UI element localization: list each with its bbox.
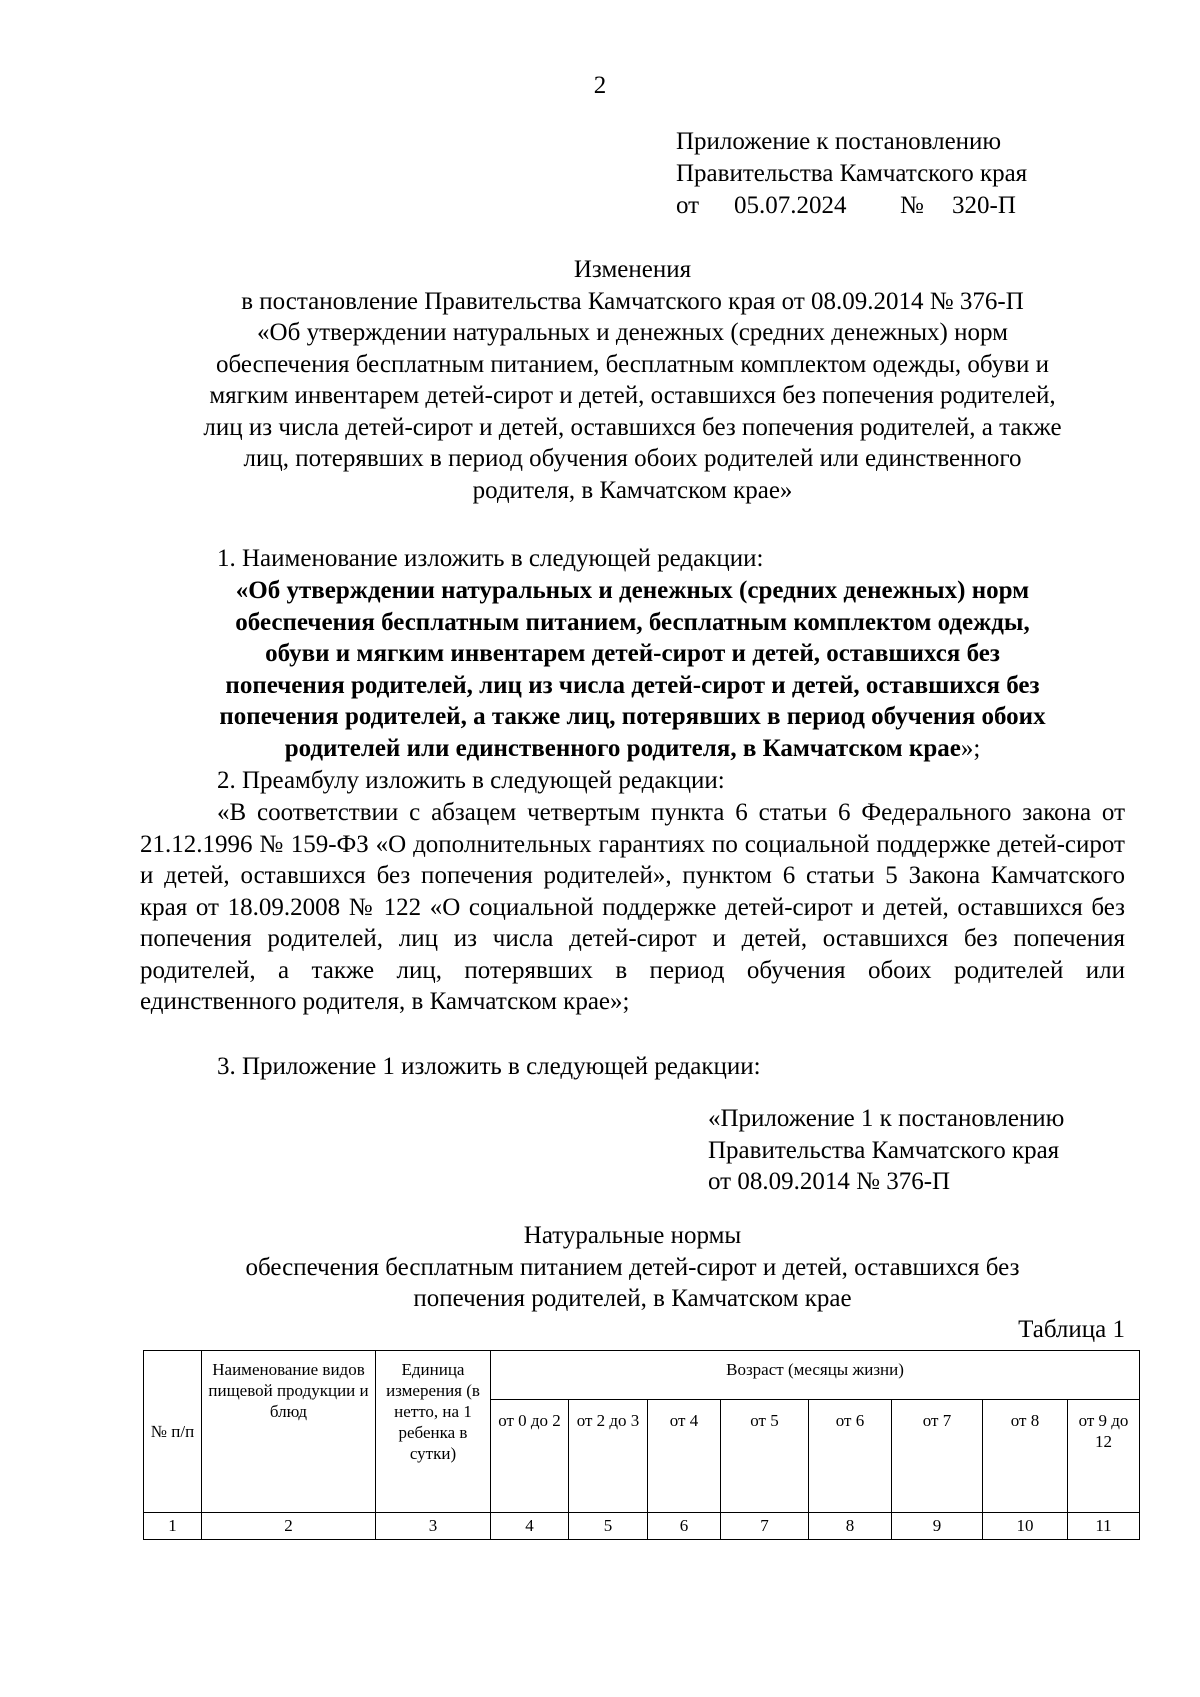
column-number-cell: 5 <box>569 1513 648 1540</box>
new-title-line: попечения родителей, а также лиц, потерявших в период обучения обоих <box>219 703 1046 730</box>
quote-close: »; <box>960 734 981 762</box>
stamp-number-label: № <box>900 192 924 219</box>
new-title-line: «Об утверждении натуральных и денежных (средних денежных) норм <box>235 577 1030 604</box>
appendix-stamp <box>708 1103 1064 1198</box>
age-cell: от 4 <box>648 1400 721 1513</box>
item-3-text: 3. Приложение 1 изложить в следующей редакции: <box>217 1053 761 1080</box>
column-number-cell: 2 <box>202 1513 376 1540</box>
item-1-new-title <box>140 575 1125 764</box>
column-number-cell: 3 <box>376 1513 491 1540</box>
age-cell: от 6 <box>809 1400 892 1513</box>
age-cell: от 0 до 2 <box>491 1400 569 1513</box>
column-number-cell: 8 <box>809 1513 892 1540</box>
appendix-line: «Приложение 1 к постановлению <box>708 1105 1065 1132</box>
appendix-line: Правительства Камчатского края <box>708 1136 1060 1164</box>
new-title-line: попечения родителей, лиц из числа детей-сирот и детей, оставшихся без <box>225 671 1040 699</box>
changes-title-line: родителя, в Камчатском крае» <box>472 476 793 504</box>
header-cell-age-group: Возраст (месяцы жизни) <box>491 1351 1140 1400</box>
item-2-text: 2. Преамбулу изложить в следующей редакции: <box>217 767 725 794</box>
changes-title-line: обеспечения бесплатным питанием, бесплатным комплектом одежды, обуви и <box>216 350 1049 378</box>
item-2-preamble: «В соответствии с абзацем четвертым пункта 6 статьи 6 Федерального закона от 21.12.1996 № 159-ФЗ «О дополнительных гарантиях по социальной поддержке детей-сирот и детей, оставшихся без попечения родителей», пунктом 6 статьи 5 Закона Камчатского края от 18.09.2008 № 122 «О социальной поддержке детей-сирот и детей, оставшихся без попечения родителей, лиц из числа детей-сирот и детей, оставшихся без попечения родителей, а также лиц, потерявших в период обучения обоих родителей или единственного родителя, в Камчатском крае»; <box>140 799 1125 1015</box>
norms-heading: Натуральные нормы <box>523 1222 742 1249</box>
header-cell-number: № п/п <box>144 1351 202 1513</box>
changes-title-line: мягким инвентарем детей-сирот и детей, оставшихся без попечения родителей, <box>209 382 1056 409</box>
header-cell-name: Наименование видов пищевой продукции и блюд <box>202 1351 376 1513</box>
age-cell: от 9 до 12 <box>1068 1400 1140 1513</box>
appendix-line: от 08.09.2014 № 376-П <box>708 1168 951 1195</box>
table-row <box>144 1513 1140 1540</box>
stamp-from-label: от <box>676 192 700 219</box>
page-number: 2 <box>593 72 607 99</box>
changes-title <box>140 254 1125 506</box>
new-title-line: обеспечения бесплатным питанием, бесплатным комплектом одежды, <box>235 608 1030 636</box>
document-stamp <box>676 126 1027 222</box>
stamp-line: Приложение к постановлению <box>676 128 1002 155</box>
new-title-line: обуви и мягким инвентарем детей-сирот и детей, оставшихся без <box>265 640 1000 667</box>
column-number-cell: 10 <box>983 1513 1068 1540</box>
stamp-date-row <box>676 190 1027 222</box>
column-number-cell: 6 <box>648 1513 721 1540</box>
norms-title <box>140 1220 1125 1315</box>
stamp-line: Правительства Камчатского края <box>676 160 1028 187</box>
changes-title-line: «Об утверждении натуральных и денежных (средних денежных) норм <box>257 319 1008 346</box>
stamp-number: 320-П <box>952 192 1016 219</box>
table-header-row <box>144 1351 1140 1400</box>
new-title-line <box>140 733 1125 765</box>
changes-title-line: в постановление Правительства Камчатского края от 08.09.2014 № 376-П <box>241 287 1024 315</box>
changes-title-line: лиц из числа детей-сирот и детей, оставшихся без попечения родителей, а также <box>203 413 1062 441</box>
norms-table <box>143 1350 1140 1540</box>
column-number-cell: 1 <box>144 1513 202 1540</box>
age-cell: от 7 <box>892 1400 983 1513</box>
age-cell: от 2 до 3 <box>569 1400 648 1513</box>
age-cell: от 5 <box>721 1400 809 1513</box>
changes-title-line: лиц, потерявших в период обучения обоих родителей или единственного <box>243 445 1022 472</box>
column-number-cell: 7 <box>721 1513 809 1540</box>
item-1-text: 1. Наименование изложить в следующей редакции: <box>217 545 764 572</box>
table-label: Таблица 1 <box>1018 1316 1125 1343</box>
norms-title-line: попечения родителей, в Камчатском крае <box>413 1285 852 1312</box>
column-number-cell: 11 <box>1068 1513 1140 1540</box>
age-cell: от 8 <box>983 1400 1068 1513</box>
changes-heading: Изменения <box>573 256 692 283</box>
header-cell-unit: Единица измерения (в нетто, на 1 ребенка в сутки) <box>376 1351 491 1513</box>
column-number-cell: 4 <box>491 1513 569 1540</box>
norms-title-line: обеспечения бесплатным питанием детей-сирот и детей, оставшихся без <box>245 1253 1020 1281</box>
column-number-cell: 9 <box>892 1513 983 1540</box>
new-title-last-line: родителей или единственного родителя, в Камчатском крае <box>284 734 961 762</box>
stamp-date: 05.07.2024 <box>734 192 847 219</box>
